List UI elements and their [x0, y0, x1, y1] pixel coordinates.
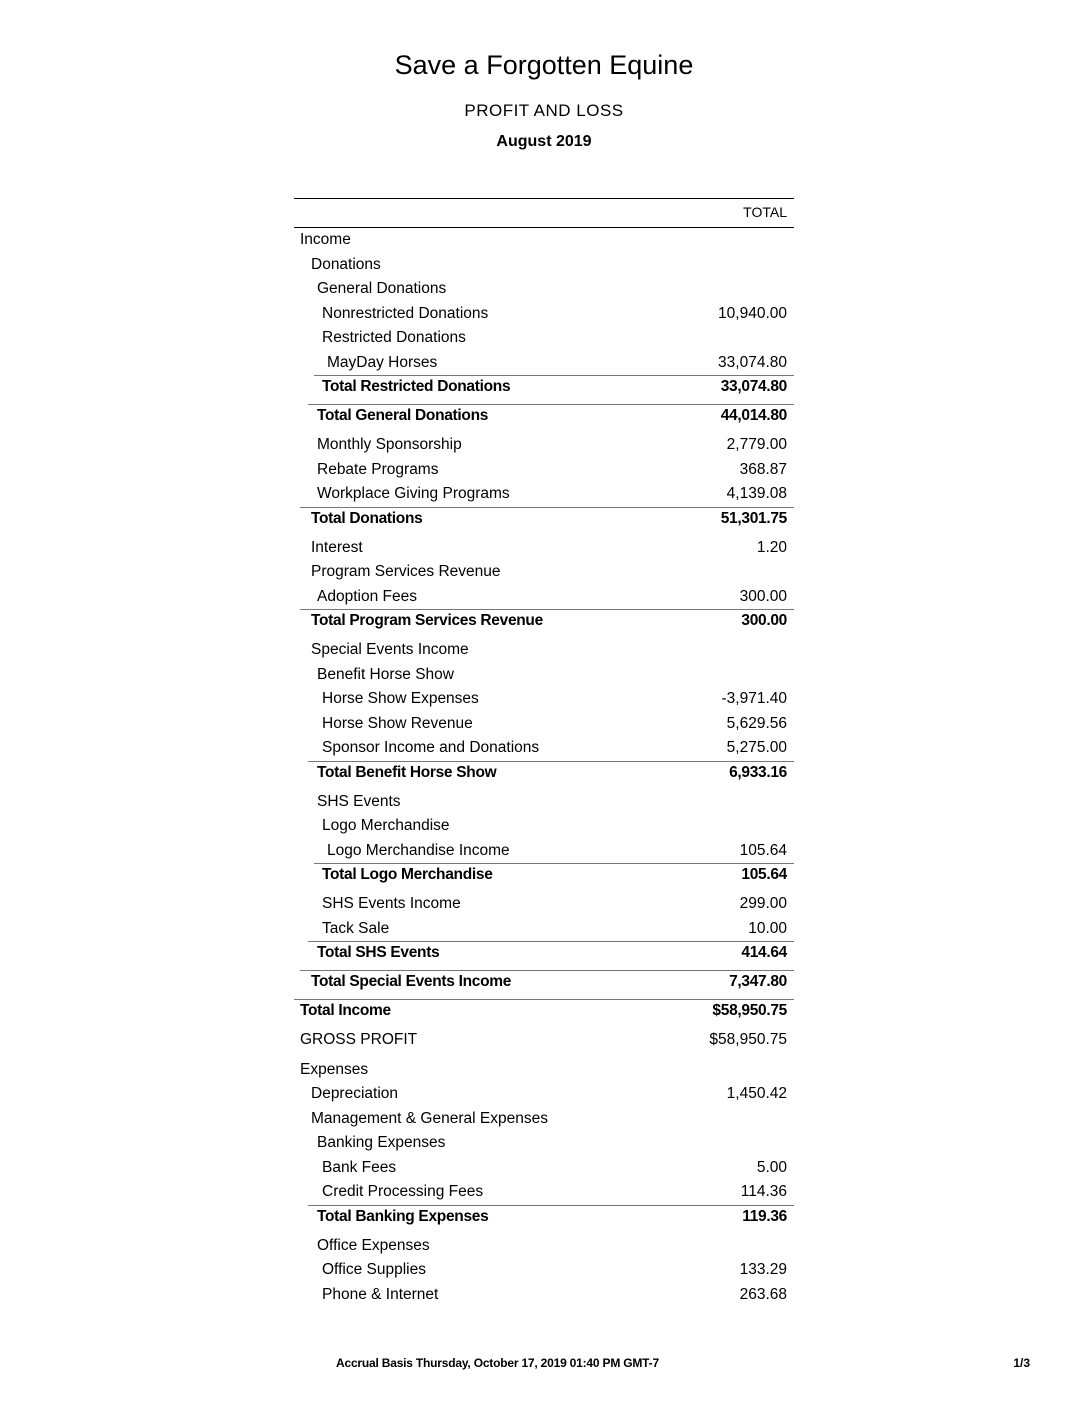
row-amount: 105.64	[741, 866, 787, 883]
report-row	[294, 1107, 794, 1132]
report-rows	[294, 228, 794, 1307]
row-label: Interest	[311, 538, 363, 556]
row-label: Workplace Giving Programs	[317, 485, 510, 502]
row-amount: 414.64	[741, 944, 787, 961]
report-row	[294, 1283, 794, 1308]
report-row	[294, 814, 794, 839]
total-row	[294, 999, 794, 1024]
row-amount: 7,347.80	[729, 973, 787, 990]
report-row	[294, 228, 794, 253]
row-amount: 44,014.80	[720, 407, 787, 424]
row-label: Total Special Events Income	[311, 973, 512, 990]
row-label: Office Expenses	[317, 1236, 430, 1254]
row-amount: 5,629.56	[726, 714, 787, 732]
row-label: Horse Show Expenses	[322, 690, 479, 707]
report-row	[294, 326, 794, 351]
row-amount: 105.64	[739, 841, 787, 859]
row-label: Phone & Internet	[322, 1285, 439, 1303]
row-label: Depreciation	[311, 1085, 399, 1102]
row-label: Horse Show Revenue	[322, 714, 473, 732]
row-label: Restricted Donations	[322, 329, 466, 346]
row-amount: 10.00	[748, 919, 787, 937]
row-label: Donations	[311, 255, 381, 273]
row-amount: 6,933.16	[729, 763, 787, 781]
row-label: Total Restricted Donations	[322, 378, 511, 395]
total-row	[294, 761, 794, 786]
report-row	[294, 663, 794, 688]
row-amount: 5,275.00	[726, 739, 787, 756]
row-amount: 300.00	[739, 587, 787, 605]
row-amount: 299.00	[739, 895, 787, 912]
row-amount: 300.00	[741, 612, 787, 629]
row-label: Nonrestricted Donations	[322, 304, 489, 322]
row-label: Banking Expenses	[317, 1134, 446, 1151]
row-label: Total Program Services Revenue	[311, 612, 543, 629]
footer-basis: Accrual Basis Thursday, October 17, 2019 01:40 PM GMT-7	[336, 1356, 659, 1370]
row-amount: 5.00	[756, 1158, 787, 1176]
row-label: Bank Fees	[322, 1158, 397, 1176]
row-label: Program Services Revenue	[311, 563, 501, 580]
row-label: Sponsor Income and Donations	[322, 739, 540, 756]
row-amount: 51,301.75	[720, 509, 787, 527]
report-row	[294, 1156, 794, 1181]
total-row	[294, 375, 794, 400]
report-row	[294, 253, 794, 278]
report-row	[294, 1082, 794, 1107]
total-row	[294, 609, 794, 634]
row-label: Tack Sale	[322, 919, 390, 937]
row-label: Total Logo Merchandise	[322, 866, 493, 883]
row-label: Total Income	[300, 1002, 391, 1019]
report-row	[294, 1258, 794, 1283]
row-label: Total SHS Events	[317, 944, 440, 961]
report-row	[294, 1180, 794, 1205]
row-amount: $58,950.75	[712, 1002, 787, 1019]
row-amount: -3,971.40	[721, 690, 787, 707]
row-label: Credit Processing Fees	[322, 1183, 484, 1200]
row-label: GROSS PROFIT	[300, 1031, 418, 1048]
row-amount: 4,139.08	[726, 485, 787, 502]
row-label: Office Supplies	[322, 1261, 426, 1278]
report-row	[294, 585, 794, 610]
row-label: Special Events Income	[311, 641, 469, 658]
row-amount: 114.36	[740, 1183, 787, 1200]
report-row	[294, 302, 794, 327]
profit-loss-table	[294, 198, 794, 1307]
report-period: August 2019	[496, 133, 592, 150]
page-number: 1/3	[1013, 1356, 1030, 1370]
total-column-header: TOTAL	[743, 204, 787, 220]
row-label: Total Banking Expenses	[317, 1207, 489, 1225]
total-row	[294, 970, 794, 995]
report-row	[294, 1234, 794, 1259]
report-row	[294, 917, 794, 942]
report-row	[294, 1058, 794, 1083]
report-row	[294, 536, 794, 561]
report-row	[294, 736, 794, 761]
report-row	[294, 839, 794, 864]
row-amount: 119.36	[742, 1207, 787, 1225]
row-label: Rebate Programs	[317, 460, 439, 478]
row-label: Benefit Horse Show	[317, 665, 454, 683]
report-row	[294, 892, 794, 917]
row-label: SHS Events Income	[322, 895, 461, 912]
report-title: PROFIT AND LOSS	[464, 101, 624, 120]
row-amount: 133.29	[739, 1261, 787, 1278]
row-label: Total Donations	[311, 509, 423, 527]
report-row	[294, 638, 794, 663]
row-label: Total Benefit Horse Show	[317, 763, 497, 781]
total-row	[294, 507, 794, 532]
report-row	[294, 433, 794, 458]
row-label: Logo Merchandise Income	[327, 841, 510, 859]
row-amount: 33,074.80	[718, 353, 787, 371]
row-label: MayDay Horses	[327, 353, 438, 371]
report-row	[294, 790, 794, 815]
report-row	[294, 482, 794, 507]
report-row	[294, 712, 794, 737]
report-row	[294, 687, 794, 712]
report-row	[294, 1028, 794, 1053]
row-label: Income	[300, 231, 351, 248]
row-label: Expenses	[300, 1060, 369, 1078]
report-row	[294, 458, 794, 483]
report-row	[294, 277, 794, 302]
row-label: General Donations	[317, 280, 447, 297]
report-row	[294, 351, 794, 376]
row-label: SHS Events	[317, 792, 401, 810]
total-row	[294, 404, 794, 429]
column-header-row	[294, 199, 794, 228]
company-name: Save a Forgotten Equine	[394, 50, 694, 80]
row-amount: 2,779.00	[726, 436, 787, 453]
row-label: Logo Merchandise	[322, 817, 450, 834]
report-row	[294, 560, 794, 585]
row-label: Monthly Sponsorship	[317, 436, 462, 453]
report-row	[294, 1131, 794, 1156]
row-amount: $58,950.75	[709, 1031, 787, 1048]
total-row	[294, 1205, 794, 1230]
row-label: Management & General Expenses	[311, 1109, 548, 1127]
row-amount: 263.68	[739, 1285, 787, 1303]
row-amount: 33,074.80	[720, 378, 787, 395]
total-row	[294, 941, 794, 966]
row-amount: 368.87	[739, 460, 787, 478]
row-amount: 1,450.42	[726, 1085, 787, 1102]
row-amount: 10,940.00	[718, 304, 787, 322]
row-amount: 1.20	[756, 538, 787, 556]
row-label: Total General Donations	[317, 407, 489, 424]
row-label: Adoption Fees	[317, 587, 417, 605]
total-row	[294, 863, 794, 888]
